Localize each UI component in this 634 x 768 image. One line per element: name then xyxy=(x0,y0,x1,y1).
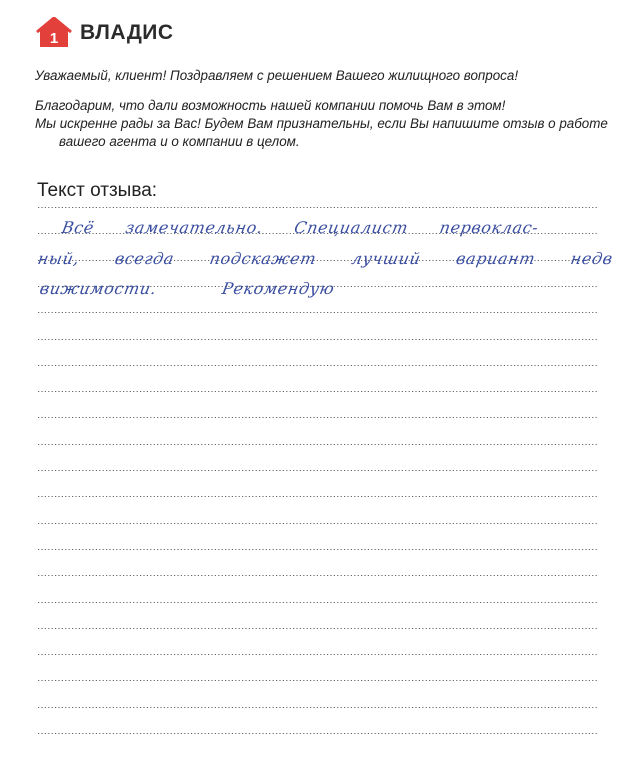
handwriting-line-2: ный, всегда подскажет лучший вариант недв xyxy=(36,249,615,268)
logo-digit: 1 xyxy=(49,30,59,47)
handwriting-line-1: Всё замечательно. Специалист первоклас- xyxy=(60,218,541,237)
review-heading: Текст отзыва: xyxy=(37,180,158,201)
intro-thanks: Благодарим, что дали возможность нашей компании помочь Вам в этом! xyxy=(35,98,506,113)
intro-request-cont: вашего агента и о компании в целом. xyxy=(59,134,300,149)
handwriting-line-3: вижимости. Рекомендую xyxy=(38,279,337,298)
intro-request: Мы искренне рады за Вас! Будем Вам признательны, если Вы напишите отзыв о работе xyxy=(35,116,608,131)
brand-name: ВЛАДИС xyxy=(80,21,174,44)
intro-greeting: Уважаемый, клиент! Поздравляем с решением Вашего жилищного вопроса! xyxy=(35,68,519,83)
